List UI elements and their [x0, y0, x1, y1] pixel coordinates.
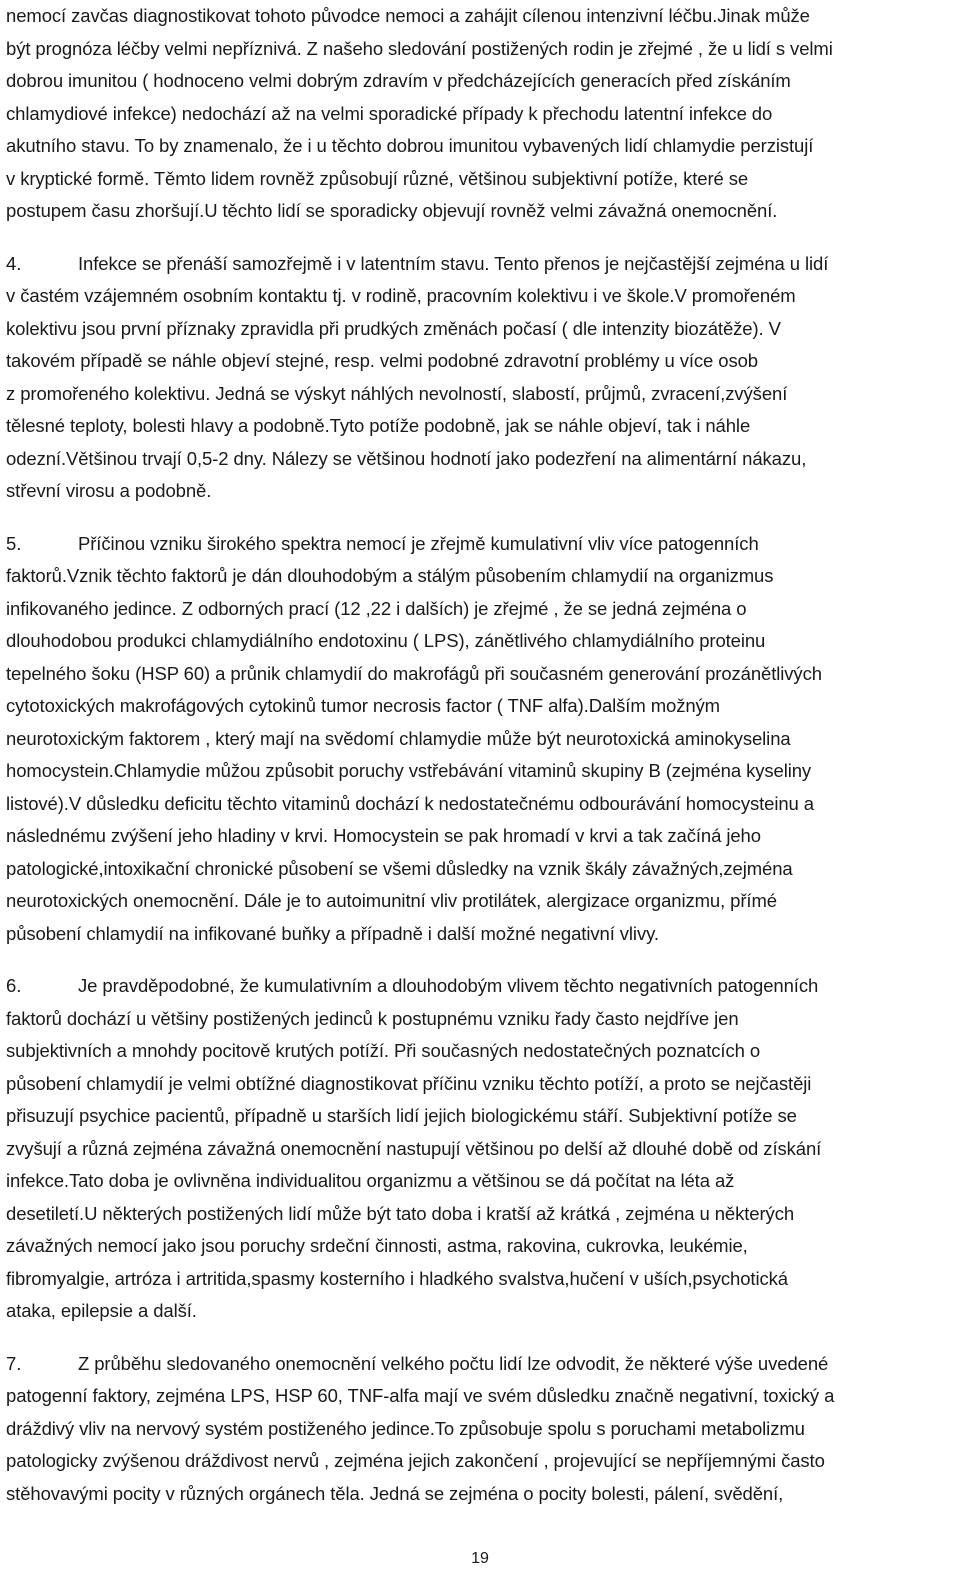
- text-line: infekce.Tato doba je ovlivněna individualitou organizmu a většinou se dá počítat na léta až: [6, 1170, 735, 1191]
- text-line: [6, 248, 946, 281]
- text-line: faktorů.Vznik těchto faktorů je dán dlouhodobým a stálým působením chlamydií na organizmus: [6, 565, 774, 586]
- text-line: odezní.Většinou trvají 0,5-2 dny. Nálezy se většinou hodnotí jako podezření na alimentární nákazu,: [6, 447, 807, 469]
- text-line: nemocí zavčas diagnostikovat tohoto původce nemoci a zahájit cílenou intenzivní léčbu.Jinak může: [6, 5, 810, 26]
- text-line: být prognóza léčby velmi nepříznivá. Z našeho sledování postižených rodin je zřejmé , že u lidí s velmi: [6, 37, 833, 59]
- text-line: působení chlamydií je velmi obtížné diagnostikovat příčinu vzniku těchto potíží, a proto se nejčastěji: [6, 1072, 812, 1094]
- paragraph: [6, 0, 946, 228]
- text-line: fibromyalgie, artróza i artritida,spasmy kosterního i hladkého svalstva,hučení v uších,psychotická: [6, 1267, 788, 1289]
- numbered-paragraph: [6, 970, 946, 1328]
- paragraph-gap: [6, 1328, 946, 1348]
- text-line: tělesné teploty, bolesti hlavy a podobně.Tyto potíže podobně, jak se náhle objeví, tak i náhle: [6, 415, 751, 436]
- paragraph-number: 5.: [6, 532, 22, 554]
- text-line: [6, 970, 946, 1003]
- paragraph-number: 4.: [6, 252, 22, 274]
- text-line: z promořeného kolektivu. Jedná se výskyt náhlých nevolností, slabostí, průjmů, zvracení,zvýšení: [6, 382, 788, 404]
- page-number: 19: [471, 1550, 489, 1567]
- text-line: tepelného šoku (HSP 60) a průnik chlamydií do makrofágů při současném generování prozánětlivých: [6, 662, 822, 684]
- text-line: stěhovavými pocity v různých orgánech těla. Jedná se zejména o pocity bolesti, pálení, svědění,: [6, 1482, 784, 1504]
- paragraph-number: 7.: [6, 1352, 22, 1374]
- text-line: ataka, epilepsie a další.: [6, 1300, 197, 1321]
- text-line: následnému zvýšení jeho hladiny v krvi. Homocystein se pak hromadí v krvi a tak začíná jeho: [6, 825, 761, 846]
- line-text: Je pravděpodobné, že kumulativním a dlouhodobým vlivem těchto negativních patogenních: [78, 975, 819, 996]
- text-line: střevní virosu a podobně.: [6, 480, 212, 501]
- text-line: listové).V důsledku deficitu těchto vitaminů dochází k nedostatečnému odbourávání homocysteinu a: [6, 792, 814, 814]
- text-line: dlouhodobou produkci chlamydiálního endotoxinu ( LPS), zánětlivého chlamydiálního proteinu: [6, 630, 766, 651]
- text-line: infikovaného jedince. Z odborných prací (12 ,22 i dalších) je zřejmé , že se jedná zejména o: [6, 597, 747, 619]
- line-text: Infekce se přenáší samozřejmě i v latentním stavu. Tento přenos je nejčastější zejména u lidí: [78, 252, 829, 274]
- paragraph-gap: [6, 950, 946, 970]
- text-line: v častém vzájemném osobním kontaktu tj. v rodině, pracovním kolektivu i ve škole.V promořeném: [6, 285, 796, 306]
- text-line: patologicky zvýšenou dráždivost nervů , zejména jejich zakončení , projevující se nepříjemnými často: [6, 1450, 825, 1471]
- text-line: cytotoxických makrofágových cytokinů tumor necrosis factor ( TNF alfa).Dalším možným: [6, 695, 720, 716]
- numbered-paragraph: [6, 1348, 946, 1511]
- text-line: [6, 528, 946, 561]
- line-text: Příčinou vzniku širokého spektra nemocí je zřejmě kumulativní vliv více patogenních: [78, 532, 759, 554]
- text-line: akutního stavu. To by znamenalo, že i u těchto dobrou imunitou vybavených lidí chlamydie perzistují: [6, 135, 814, 156]
- text-line: závažných nemocí jako jsou poruchy srdeční činnosti, astma, rakovina, cukrovka, leukémie,: [6, 1235, 748, 1256]
- text-line: chlamydiové infekce) nedochází až na velmi sporadické případy k přechodu latentní infekce do: [6, 102, 773, 124]
- document-body: [6, 0, 946, 1510]
- text-line: postupem času zhoršují.U těchto lidí se sporadicky objevují rovněž velmi závažná onemocnění.: [6, 200, 778, 221]
- text-line: neurotoxických onemocnění. Dále je to autoimunitní vliv protilátek, alergizace organizmu, přímé: [6, 890, 777, 911]
- text-line: desetiletí.U některých postižených lidí může být tato doba i kratší až krátká , zejména u některých: [6, 1202, 795, 1224]
- text-line: [6, 1348, 946, 1381]
- text-line: subjektivních a mnohdy pocitově krutých potíží. Při současných nedostatečných poznatcích o: [6, 1040, 761, 1061]
- text-line: dobrou imunitou ( hodnoceno velmi dobrým zdravím v předcházejících generacích před získáním: [6, 70, 791, 91]
- text-line: působení chlamydií na infikované buňky a případně i další možné negativní vlivy.: [6, 922, 659, 944]
- text-line: kolektivu jsou první příznaky zpravidla při prudkých změnách počasí ( dle intenzity biozátěže). V: [6, 317, 781, 339]
- text-line: dráždivý vliv na nervový systém postiženého jedince.To způsobuje spolu s poruchami metabolizmu: [6, 1417, 805, 1439]
- line-text: Z průběhu sledovaného onemocnění velkého počtu lidí lze odvodit, že některé výše uvedené: [78, 1352, 829, 1374]
- text-line: zvyšují a různá zejména závažná onemocnění nastupují většinou po delší až dlouhé době od získání: [6, 1137, 822, 1159]
- numbered-paragraph: [6, 528, 946, 951]
- text-line: patologické,intoxikační chronické působení se všemi důsledky na vznik škály závažných,zejména: [6, 857, 793, 879]
- text-line: faktorů dochází u většiny postižených jedinců k postupnému vzniku řady často nejdříve jen: [6, 1007, 739, 1029]
- text-line: přisuzují psychice pacientů, případně u starších lidí jejich biologickému stáří. Subjektivní potíže se: [6, 1105, 797, 1126]
- paragraph-gap: [6, 228, 946, 248]
- text-line: takovém případě se náhle objeví stejné, resp. velmi podobné zdravotní problémy u více osob: [6, 350, 758, 371]
- text-line: patogenní faktory, zejména LPS, HSP 60, TNF-alfa mají ve svém důsledku značně negativní, toxický a: [6, 1385, 835, 1406]
- text-line: homocystein.Chlamydie můžou způsobit poruchy vstřebávání vitaminů skupiny B (zejména kyseliny: [6, 760, 812, 781]
- paragraph-gap: [6, 508, 946, 528]
- paragraph-number: 6.: [6, 975, 22, 996]
- text-line: v kryptické formě. Těmto lidem rovněž způsobují různé, většinou subjektivní potíže, které se: [6, 167, 749, 189]
- text-line: neurotoxickým faktorem , který mají na svědomí chlamydie může být neurotoxická aminokyselina: [6, 727, 791, 749]
- numbered-paragraph: [6, 248, 946, 508]
